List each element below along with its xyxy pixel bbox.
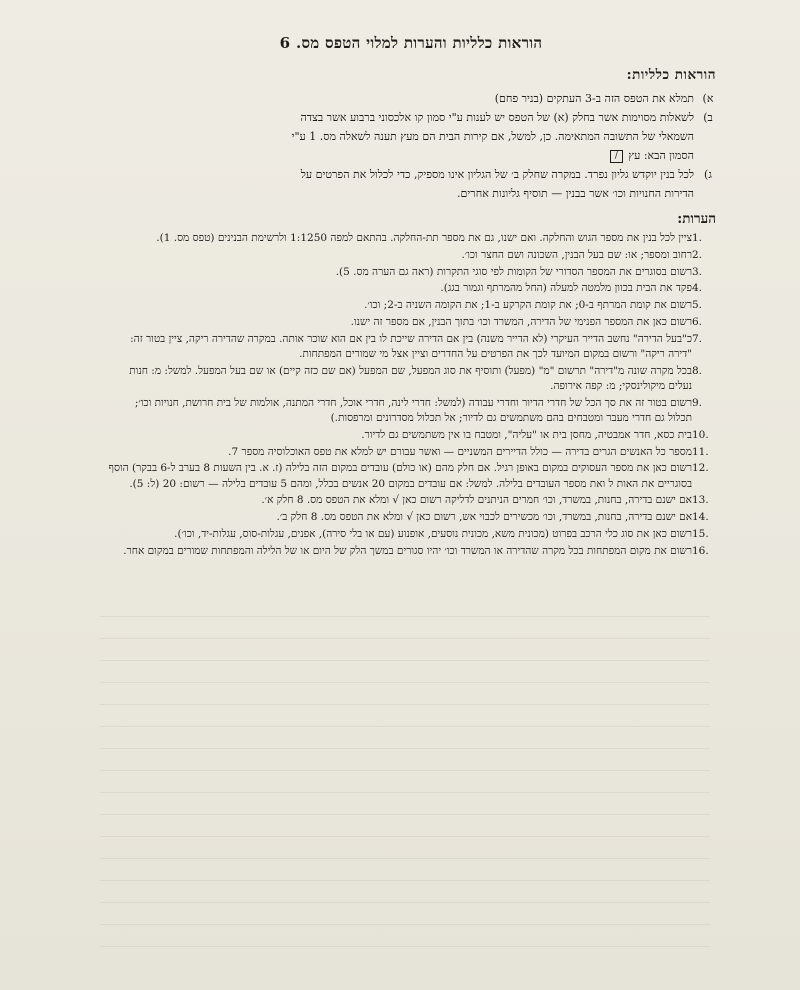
note-number: 13. (692, 494, 709, 507)
note-number: 3. (692, 265, 703, 278)
note-item (100, 231, 722, 246)
note-number: 4. (692, 282, 703, 295)
note-item (100, 265, 722, 280)
note-item (100, 281, 722, 296)
note-text: רשום כאן את סוג כלי הרכב בפרוט (מכונית משא, מכונית נוסעים, אופנוע (עם או בלי סירה), אפנים, עגלות-סוס, עגלות-יד, וכו׳). (174, 527, 692, 540)
note-number: 5. (692, 299, 703, 312)
instruction-text: לשאלות מסוימות אשר בחלק (א) של הטפס יש לענות ע"י סמון קו אלכסוני ברבוע אשר בצדה השמאלי של התשובה המתאימה. כן, למשל, אם קירות הבית הם מעץ תענה לשאלה מס. 1 ע"י הסמון הבא: עץ (291, 111, 694, 162)
note-item (100, 396, 722, 426)
notes-heading: הערות: (677, 211, 716, 227)
note-number: 6. (692, 315, 703, 328)
note-text: בית כסא, חדר אמבטיה, מחסן בית או "עליה", ומטבח בו אין משתמשים גם לדיור. (361, 428, 692, 441)
note-number: 11. (692, 445, 709, 458)
note-text: רשום כאן את המספר הפנימי של הדירה, המשרד וכו׳ בתוך הבנין, אם מספר זה ישנו. (350, 315, 692, 328)
example-checkbox-mark: / (610, 150, 623, 163)
note-text: מספר כל האנשים הגרים בדירה — כולל הדיירים המשניים — ואשר עבורם יש למלא את טפס האוכלוסיה מספר 7. (228, 445, 692, 458)
note-item (100, 544, 722, 559)
note-item (100, 248, 722, 263)
instruction-letter: א) (702, 92, 714, 105)
note-number: 12. (692, 462, 709, 475)
note-text: רשום בטור זה את סך הכל של חדרי הדיור וחדרי עבודה (למשל: חדרי לינה, חדרי אוכל, חדרי המתנה, אולמות של בית חרושת, חנויות וכו׳; תכלול גם חדרי מעבר ומטבחים בהם משתמשים גם לדיור; אל תכלול מסדרונים ומרפסות.) (134, 396, 692, 424)
note-text: רשום כאן את מספר העסוקים במקום באופן רגיל. אם חלק מהם (או כולם) עובדים במקום הזה בלילה (ז. א. בין השעות 8 בערב ל-6 בבקר) הוסף בסוגריים את האות ל ואת מספר העובדים בלילה. למשל: אם עובדים במקום 20 אנשים בכלל, ומהם 5 עובדים בלילה — רשום: 20 (ל: 5). (108, 462, 692, 490)
general-instruction-item (100, 108, 722, 165)
note-number: 2. (692, 248, 703, 261)
note-text: רשום בסוגרים את המספר הסדורי של הקומות לפי סוגי התקרות (ראה גם הערה מס. 5). (335, 265, 692, 278)
note-item (100, 332, 722, 362)
note-item (100, 298, 722, 313)
note-number: 8. (692, 364, 703, 377)
page-title: הוראות כלליות והערות למלוי הטפס מס. 6 (279, 34, 543, 52)
note-text: בכל מקרה שונה מ"דירה" תרשום "מ" (מפעל) ותוסיף את סוג המפעל, שם המפעל (אם שם כזה קיים) או שם בעל המפעל. למשל: מ: חנות נעלים מיקולינסקי; מ: קפה אירופה. (129, 364, 692, 392)
note-text: רחוב ומספר; או: שם בעל הבנין, השכונה ושם החצר וכו׳. (461, 248, 692, 261)
note-number: 1. (692, 232, 703, 244)
note-item (100, 493, 722, 508)
note-text: אם ישנם בדירה, בחנות, במשרד, וכו׳ חמרים הניתנים לדליקה רשום כאן √ ומלא את הטפס מס. 8 חלק א׳. (261, 494, 692, 507)
note-item (100, 445, 722, 460)
instruction-letter: ב) (703, 111, 713, 124)
instruction-text: תמלא את הטפס הזה ב-3 העתקים (בניר פחם) (494, 92, 694, 105)
general-instructions-list (100, 89, 722, 203)
note-number: 10. (692, 428, 709, 441)
note-number: 15. (692, 527, 709, 540)
note-text: פקד את הבית בכוון מלמטה למעלה (החל מהמרתף וגמור בגג). (440, 282, 692, 295)
note-item (100, 461, 722, 491)
note-number: 7. (692, 332, 703, 345)
note-item (100, 527, 722, 542)
note-number: 14. (692, 511, 709, 524)
note-number: 16. (692, 544, 709, 557)
note-item (100, 510, 722, 525)
note-item (100, 428, 722, 443)
general-instructions-heading: הוראות כלליות: (626, 67, 716, 83)
note-item (100, 315, 722, 330)
note-text: ציין לכל בנין את מספר הגוש והחלקה. ואם ישנו, גם את מספר תת-החלקה. בהתאם למפה 1:1250 ולרשימת הבנינים (טפס מס. 1). (156, 232, 692, 244)
general-instruction-item (100, 165, 722, 203)
note-text: אם ישנם בדירה, בחנות, במשרד, וכו׳ מכשירים לכבוי אש, רשום כאן √ ומלא את הטפס מס. 8 חלק ב׳. (276, 511, 692, 524)
instruction-text-container (100, 108, 694, 165)
instruction-letter: ג) (704, 168, 712, 181)
note-text: כ"בעל הדירה" נחשב הדייר העיקרי (לא הדייר משנה) בין אם הדירה שייכת לו בין אם הוא שוכר אותה. במקרה שהדירה ריקה, ציין בטור זה: "דירה ריקה" ורשום במקום המיועד לכך את הפרטים על החדרים וציין אצל מי שמורים המפתחות. (130, 332, 692, 360)
general-instruction-item (100, 89, 722, 108)
note-text: רשום את מקום המפתחות בכל מקרה שהדירה או המשרד וכו׳ יהיו סגורים במשך הלק של היום או של הלילה והמפתחות שמורים במקום אחר. (123, 544, 692, 557)
note-text: רשום את קומת המרתף ב-0; את קומת הקרקע ב-1; את הקומה השניה ב-2; וכו׳. (364, 299, 692, 312)
notes-list (100, 231, 722, 559)
show-through-text (100, 600, 710, 950)
note-number: 9. (692, 396, 703, 409)
note-item (100, 364, 722, 394)
document-content (100, 30, 722, 561)
instruction-text: לכל בנין יוקדש גליון נפרד. במקרה שחלק ב׳ של הגליון אינו מספיק, כדי לכלול את הפרטים על הדירות החנויות וכו׳ אשר בבנין — תוסיף גליונות אחרים. (300, 168, 694, 200)
